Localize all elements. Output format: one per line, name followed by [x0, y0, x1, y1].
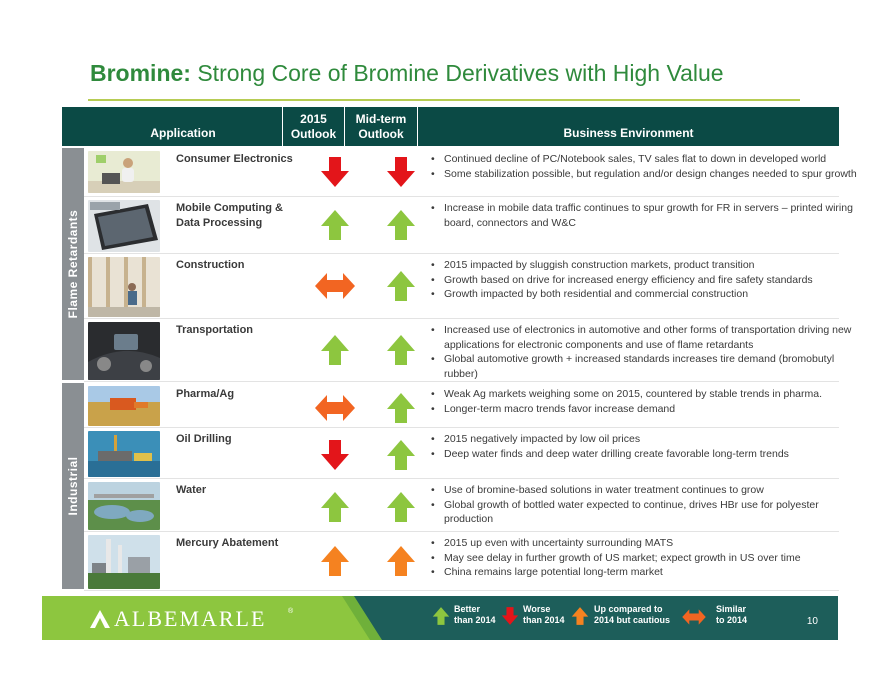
water-photo: [88, 482, 160, 530]
app-label: Pharma/Ag: [176, 388, 235, 400]
bullet-item: • 2015 up even with uncertainty surrounding MATS: [428, 536, 858, 551]
logo-registered-mark: ®: [288, 608, 294, 615]
table-row: [84, 319, 852, 381]
business-bullets: [428, 387, 858, 416]
table-row: [84, 197, 853, 253]
legend-worse-line2: than 2014: [523, 615, 565, 625]
table-row: [84, 428, 839, 478]
better-arrow-icon: [318, 333, 352, 367]
better-arrow-icon: [384, 490, 418, 524]
worse-arrow-icon: [318, 155, 352, 189]
bullet-item: • Weak Ag markets weighing some on 2015, countered by stable trends in pharma.: [428, 387, 858, 402]
legend-better-icon: [431, 606, 451, 626]
app-label: Oil Drilling: [176, 433, 232, 445]
footer-bar: [42, 596, 838, 640]
business-bullets: [428, 323, 858, 381]
legend-similar-line2: to 2014: [716, 615, 748, 625]
group-flame-text: Flame Retardants: [66, 209, 80, 319]
legend-similar-icon: [679, 607, 709, 627]
cautious-arrow-icon: [318, 544, 352, 578]
business-bullets: [428, 536, 858, 580]
bullet-item: • 2015 negatively impacted by low oil prices: [428, 432, 858, 447]
table-row: [84, 254, 839, 318]
better-arrow-icon: [318, 490, 352, 524]
app-label: Water: [176, 484, 207, 496]
header-business-environment: Business Environment: [563, 126, 694, 140]
business-bullets: [428, 152, 858, 181]
header-application: Application: [150, 126, 216, 140]
group-label-industrial: [62, 383, 84, 589]
bullet-item: • Increased use of electronics in automotive and other forms of transportation driving new applications for electronic components and use of flame retardants: [428, 323, 858, 352]
business-bullets: [428, 483, 858, 527]
title-divider: [88, 99, 800, 101]
legend-cautious-line2: 2014 but cautious: [594, 615, 671, 625]
bullet-item: • May see delay in further growth of US market; expect growth in US over time: [428, 551, 858, 566]
header-2015-line2: Outlook: [290, 127, 337, 141]
table-row: [84, 383, 839, 427]
table-row: [84, 532, 839, 590]
legend-cautious-line1: Up compared to: [594, 604, 663, 614]
better-arrow-icon: [384, 391, 418, 425]
legend-cautious-icon: [570, 606, 590, 626]
page-number: 10: [806, 616, 818, 627]
mobile-computing-photo: [88, 200, 160, 252]
header-midterm-outlook: [345, 112, 417, 142]
consumer-electronics-photo: [88, 151, 160, 193]
table-header: [62, 107, 839, 146]
business-bullets: [428, 258, 858, 302]
header-midterm-line1: Mid-term: [355, 112, 407, 126]
similar-arrow-icon: [313, 391, 357, 425]
header-2015-outlook: [283, 112, 344, 142]
better-arrow-icon: [384, 269, 418, 303]
row-divider: [84, 590, 839, 591]
albemarle-mark-icon: [90, 610, 110, 628]
similar-arrow-icon: [313, 269, 357, 303]
legend-similar: [716, 604, 747, 626]
bullet-item: • China remains large potential long-term market: [428, 565, 858, 580]
title-rest: Strong Core of Bromine Derivatives with High Value: [197, 60, 724, 86]
bullet-item: • Use of bromine-based solutions in water treatment continues to grow: [428, 483, 858, 498]
business-bullets: [428, 201, 858, 230]
app-label: Consumer Electronics: [176, 153, 293, 165]
oil-drilling-photo: [88, 431, 160, 477]
legend-worse-line1: Worse: [523, 604, 551, 614]
legend-worse: [523, 604, 565, 626]
slide-title: [90, 60, 724, 87]
legend-similar-line1: Similar: [716, 604, 747, 614]
logo-text: ALBEMARLE: [114, 606, 267, 631]
bullet-item: • Global growth of bottled water expected to continue, drives HBr use for polyester production: [428, 498, 858, 527]
legend-better-line1: Better: [454, 604, 481, 614]
legend-worse-icon: [500, 606, 520, 626]
better-arrow-icon: [318, 208, 352, 242]
outlook-table: [62, 107, 857, 591]
bullet-item: • Some stabilization possible, but regulation and/or design changes needed to spur growth: [428, 167, 858, 182]
legend-better-line2: than 2014: [454, 615, 496, 625]
header-2015-line1: 2015: [300, 112, 327, 126]
bullet-item: • Global automotive growth + increased standards increases tire demand (bromobutyl rubber): [428, 352, 858, 381]
worse-arrow-icon: [384, 155, 418, 189]
title-bold: Bromine:: [90, 60, 191, 86]
app-label: Mobile Computing & Data Processing: [176, 202, 283, 229]
row-divider: [84, 381, 839, 382]
bullet-item: • Increase in mobile data traffic continues to spur growth for FR in servers – printed wiring board, connectors and W&C: [428, 201, 858, 230]
mercury-abatement-photo: [88, 535, 160, 589]
construction-photo: [88, 257, 160, 317]
app-label: Transportation: [176, 324, 254, 336]
better-arrow-icon: [384, 438, 418, 472]
group-label-flame-retardants: [62, 148, 84, 380]
cautious-arrow-icon: [384, 544, 418, 578]
legend-cautious: [594, 604, 670, 626]
app-label: Mercury Abatement: [176, 537, 279, 549]
worse-arrow-icon: [318, 438, 352, 472]
better-arrow-icon: [384, 333, 418, 367]
legend-better: [454, 604, 496, 626]
bullet-item: • Growth impacted by both residential and commercial construction: [428, 287, 858, 302]
table-row: [84, 148, 857, 196]
bullet-item: • Continued decline of PC/Notebook sales, TV sales flat to down in developed world: [428, 152, 858, 167]
better-arrow-icon: [384, 208, 418, 242]
bullet-item: • Deep water finds and deep water drilling create favorable long-term trends: [428, 447, 858, 462]
table-row: [84, 479, 839, 531]
transportation-photo: [88, 322, 160, 380]
pharma-ag-photo: [88, 386, 160, 426]
bullet-item: • Growth based on drive for increased energy efficiency and fire safety standards: [428, 273, 858, 288]
business-bullets: [428, 432, 858, 461]
group-industrial-text: Industrial: [66, 456, 80, 516]
app-label: Construction: [176, 259, 245, 271]
bullet-item: • 2015 impacted by sluggish construction markets, product transition: [428, 258, 858, 273]
bullet-item: • Longer-term macro trends favor increase demand: [428, 402, 858, 417]
header-midterm-line2: Outlook: [358, 127, 404, 141]
